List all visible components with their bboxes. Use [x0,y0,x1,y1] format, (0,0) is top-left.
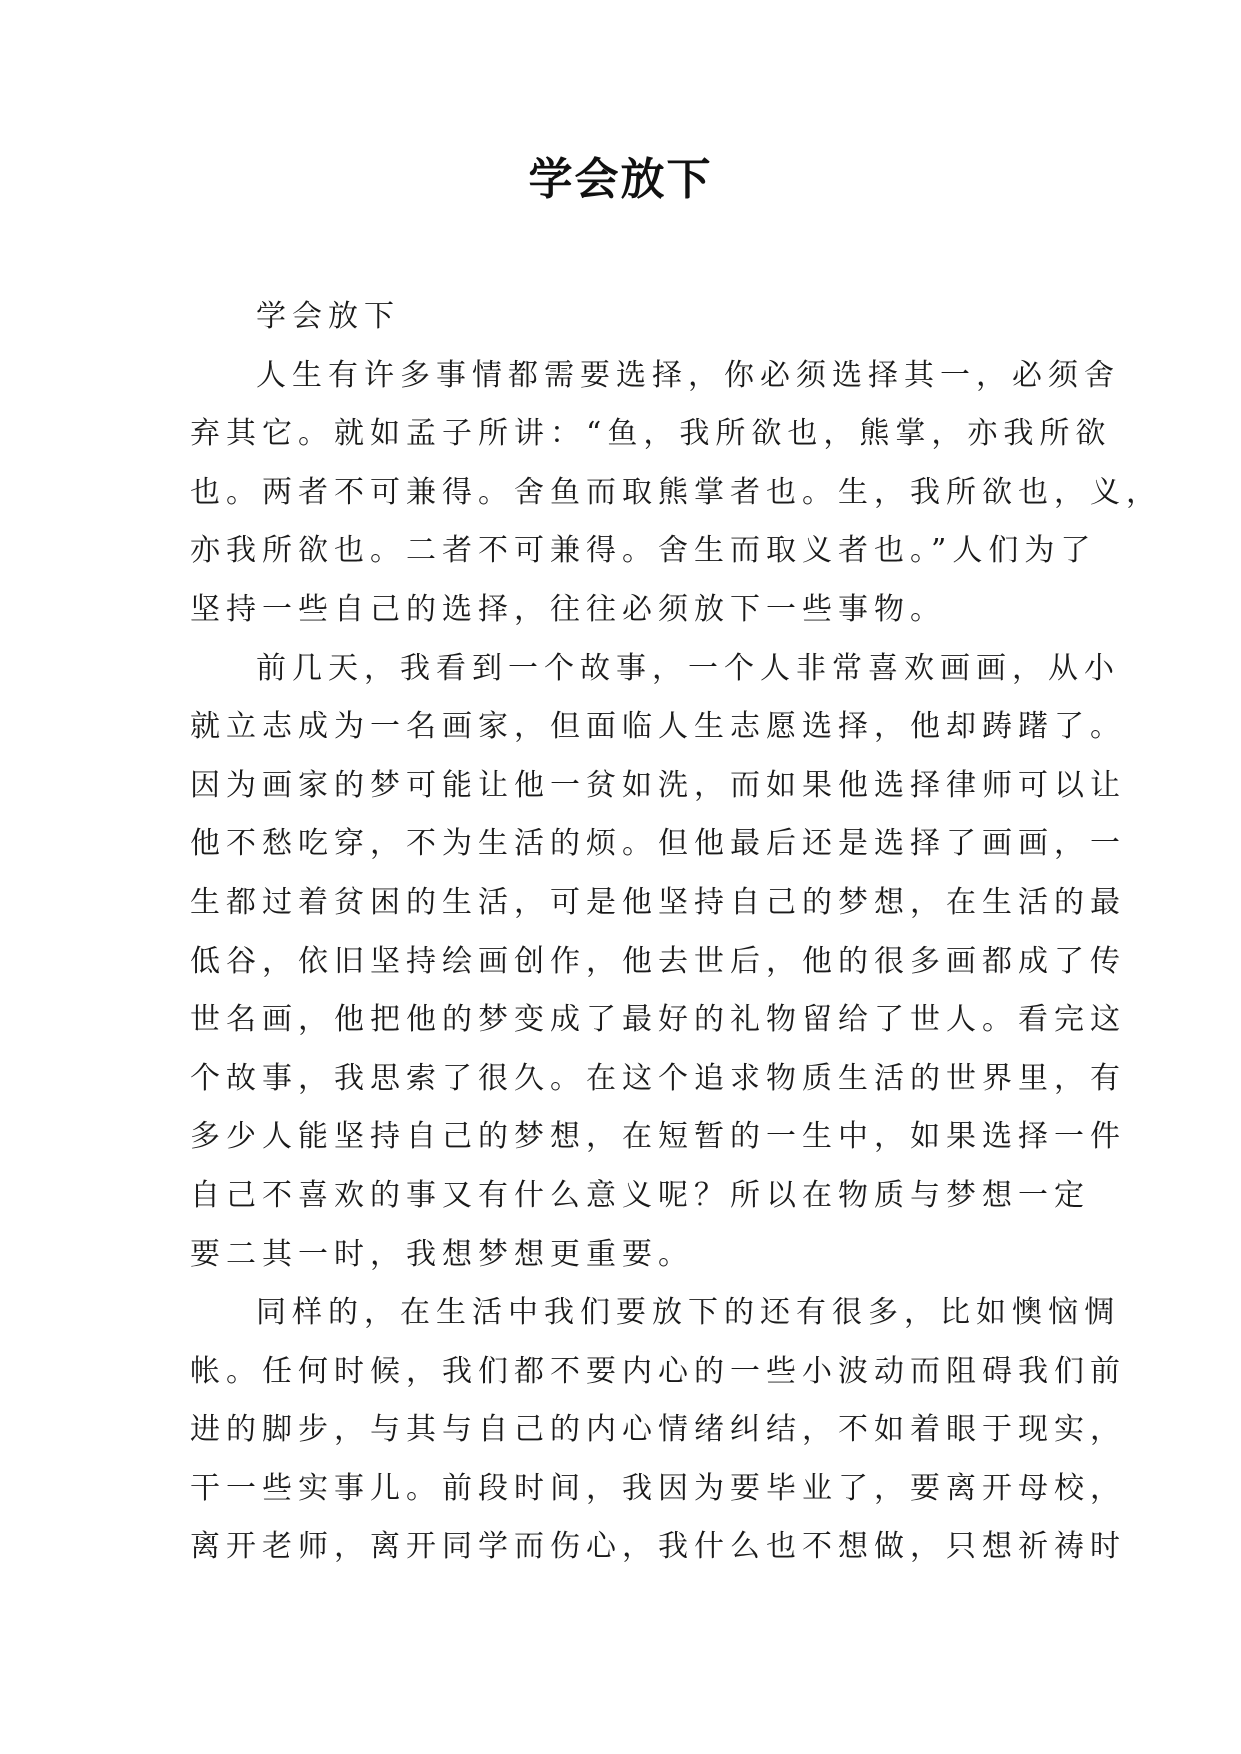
paragraph-line: 同样的，在生活中我们要放下的还有很多，比如懊恼惆 [256,1295,1120,1331]
paragraph-line: 弃其它。就如孟子所讲：“鱼，我所欲也，熊掌，亦我所欲 [190,416,1112,452]
paragraph-line: 要二其一时，我想梦想更重要。 [190,1236,694,1272]
paragraph-line: 坚持一些自己的选择，往往必须放下一些事物。 [190,591,946,627]
paragraph-line: 进的脚步，与其与自己的内心情绪纠结，不如着眼于现实， [190,1412,1126,1448]
paragraph-line: 生都过着贫困的生活，可是他坚持自己的梦想，在生活的最 [190,884,1126,920]
paragraph-line: 前几天，我看到一个故事，一个人非常喜欢画画，从小 [256,650,1120,686]
document-title: 学会放下 [528,154,713,205]
paragraph-line: 低谷，依旧坚持绘画创作，他去世后，他的很多画都成了传 [190,943,1126,979]
paragraph-line: 他不愁吃穿，不为生活的烦。但他最后还是选择了画画，一 [190,826,1126,862]
paragraph-line: 世名画，他把他的梦变成了最好的礼物留给了世人。看完这 [190,1002,1126,1038]
paragraph-line: 就立志成为一名画家，但面临人生志愿选择，他却踌躇了。 [190,709,1126,745]
paragraph-heading: 学会放下 [256,299,400,334]
paragraph-line: 帐。任何时候，我们都不要内心的一些小波动而阻碍我们前 [190,1353,1126,1389]
paragraph-line: 个故事，我思索了很久。在这个追求物质生活的世界里，有 [190,1060,1126,1096]
paragraph-line: 多少人能坚持自己的梦想，在短暂的一生中，如果选择一件 [190,1119,1126,1155]
paragraph-line: 干一些实事儿。前段时间，我因为要毕业了，要离开母校， [190,1470,1126,1506]
paragraph-line: 也。两者不可兼得。舍鱼而取熊掌者也。生，我所欲也，义， [190,474,1162,510]
paragraph-line: 自己不喜欢的事又有什么意义呢？所以在物质与梦想一定 [190,1177,1090,1213]
document-body [190,288,1162,1577]
paragraph-line: 亦我所欲也。二者不可兼得。舍生而取义者也。”人们为了 [190,533,1097,569]
paragraph-line: 因为画家的梦可能让他一贫如洗，而如果他选择律师可以让 [190,767,1126,803]
paragraph-line: 离开老师，离开同学而伤心，我什么也不想做，只想祈祷时 [190,1529,1126,1565]
paragraph-line: 人生有许多事情都需要选择，你必须选择其一，必须舍 [256,357,1120,393]
